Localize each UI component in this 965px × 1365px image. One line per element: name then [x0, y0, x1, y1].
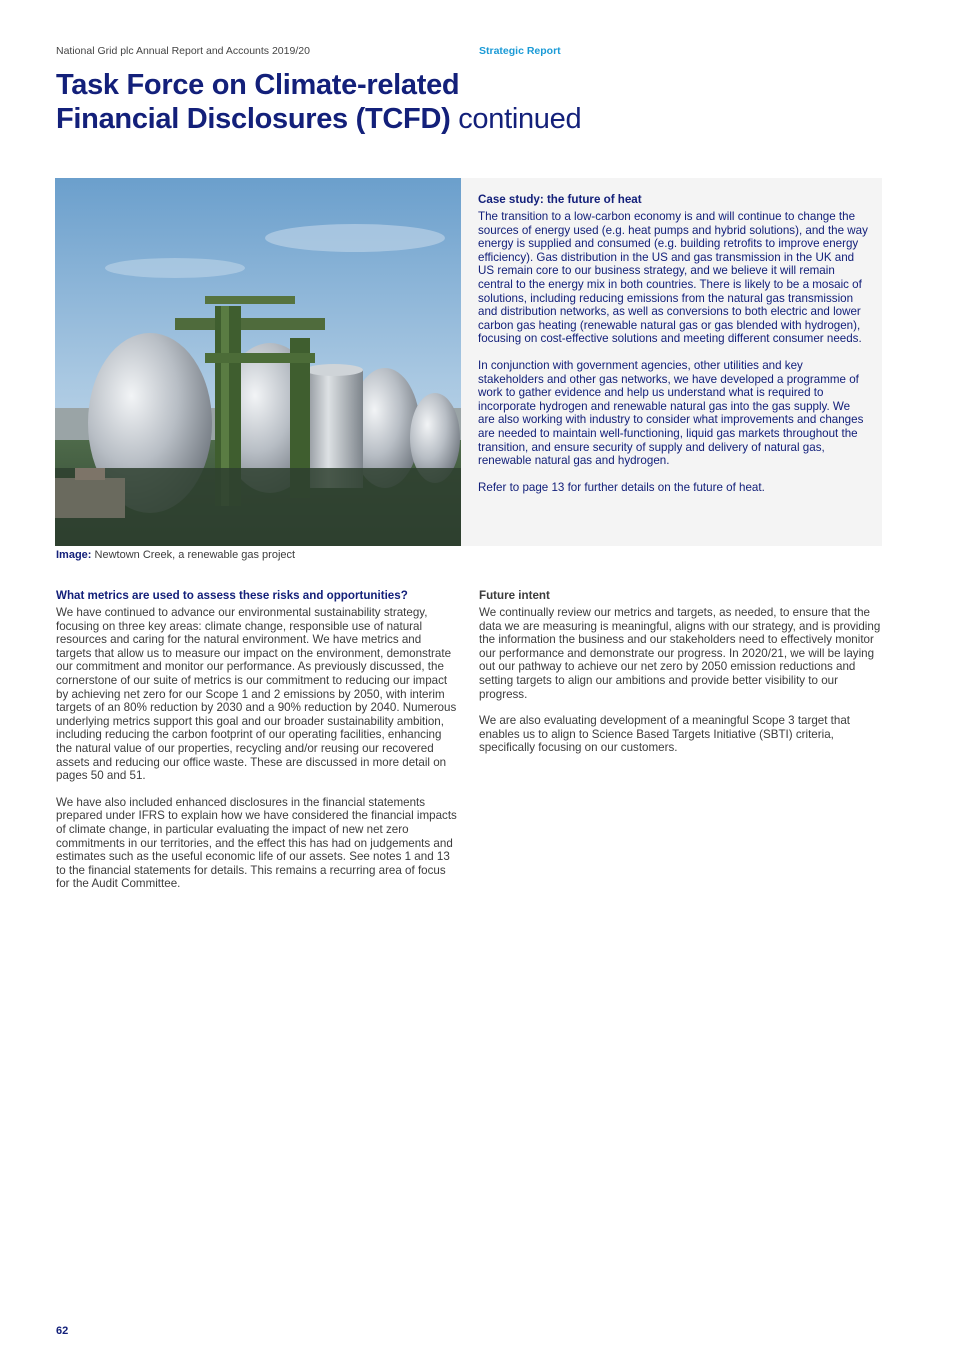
case-study-heading: Case study: the future of heat [478, 193, 642, 206]
metrics-section [56, 589, 458, 904]
section-label: Strategic Report [479, 45, 561, 57]
case-study-paragraph: In conjunction with government agencies, other utilities and key stakeholders and other gas networks, we have developed a programme of work to gather evidence and help us understand what is required to incorporate hydrogen and renewable natural gas into the gas supply. We are also working with industry to consider what improvements and changes are needed to maintain well-functioning, liquid gas markets throughout the transition, and ensure security of supply and delivery of natural gas, renewable natural gas and hydrogen. [478, 358, 864, 468]
image-caption [56, 549, 295, 561]
newtown-creek-photo [55, 178, 461, 546]
page-title-continued: continued [450, 103, 582, 135]
metrics-paragraph: We have continued to advance our environmental sustainability strategy, focusing on three key areas: climate change, responsible use of natural resources and caring for the natural environment. We have metrics and targets that allow us to measure our impact on the environment, demonstrate our commitment and monitor our performance. As previously discussed, the cornerstone of our suite of metrics is our commitment to reducing our impact by achieving net zero for our Scope 1 and 2 emissions by 2050, with interim targets of an 80% reduction by 2030 and a 90% reduction by 2040. Numerous underlying metrics support this goal and our broader sustainability ambition, including reducing the carbon footprint of our operating facilities, enhancing the natural value of our properties, recycling and/or reusing our recovered assets and reducing our office waste. These are discussed in more detail on pages 50 and 51. [56, 606, 457, 783]
future-intent-paragraph: We are also evaluating development of a meaningful Scope 3 target that enables us to align to Science Based Targets Initiative (SBTI) criteria, specifically focusing on our customers. [479, 714, 851, 755]
case-study-box [461, 178, 882, 546]
caption-label: Image: [56, 549, 92, 561]
page-title-line1: Task Force on Climate-related [56, 69, 460, 101]
running-header: National Grid plc Annual Report and Accounts 2019/20 [56, 45, 310, 57]
page-title [56, 68, 756, 136]
future-intent-paragraph: We continually review our metrics and targets, as needed, to ensure that the data we are measuring is meaningful, aligns with our strategy, and is providing the information the business and our stakeholders need to effectively monitor our performance and demonstrate our progress. In 2020/21, we will be laying out our pathway to achieve our net zero by 2050 emission reductions and setting targets to align our ambitions and provide better visibility to our progress. [479, 606, 881, 701]
metrics-paragraph: We have also included enhanced disclosures in the financial statements prepared under IFRS to explain how we have considered the financial impacts of climate change, in particular evaluating the impact of new net zero commitments in our territories, and the effect this has had on judgements and estimates such as the useful economic life of our assets. See notes 1 and 13 to the financial statements for details. This remains a recurring area of focus for the Audit Committee. [56, 795, 457, 891]
future-intent-heading: Future intent [479, 589, 550, 602]
case-study-paragraph: The transition to a low-carbon economy is and will continue to change the sources of energy used (e.g. heat pumps and hybrid solutions), and the way energy is supplied and consumed (e.g. building retrofits to improve energy efficiency). Gas distribution in the US and gas transmission in the UK and US remain core to our business strategy, and we believe it will remain central to the energy mix in both countries. There is likely to be a mosaic of solutions, including reducing emissions from the natural gas transmission and distribution networks, as well as conversions to both electric and lower carbon gas heating (renewable natural gas or gas blended with hydrogen), focusing on cost-effective solutions and meeting different consumer needs. [478, 210, 868, 346]
case-study-paragraph: Refer to page 13 for further details on the future of heat. [478, 480, 765, 494]
future-intent-section [479, 589, 883, 768]
page-title-line2: Financial Disclosures (TCFD) [56, 103, 451, 135]
caption-text: Newtown Creek, a renewable gas project [91, 549, 296, 561]
metrics-heading: What metrics are used to assess these risks and opportunities? [56, 589, 408, 602]
page-number: 62 [56, 1325, 69, 1337]
